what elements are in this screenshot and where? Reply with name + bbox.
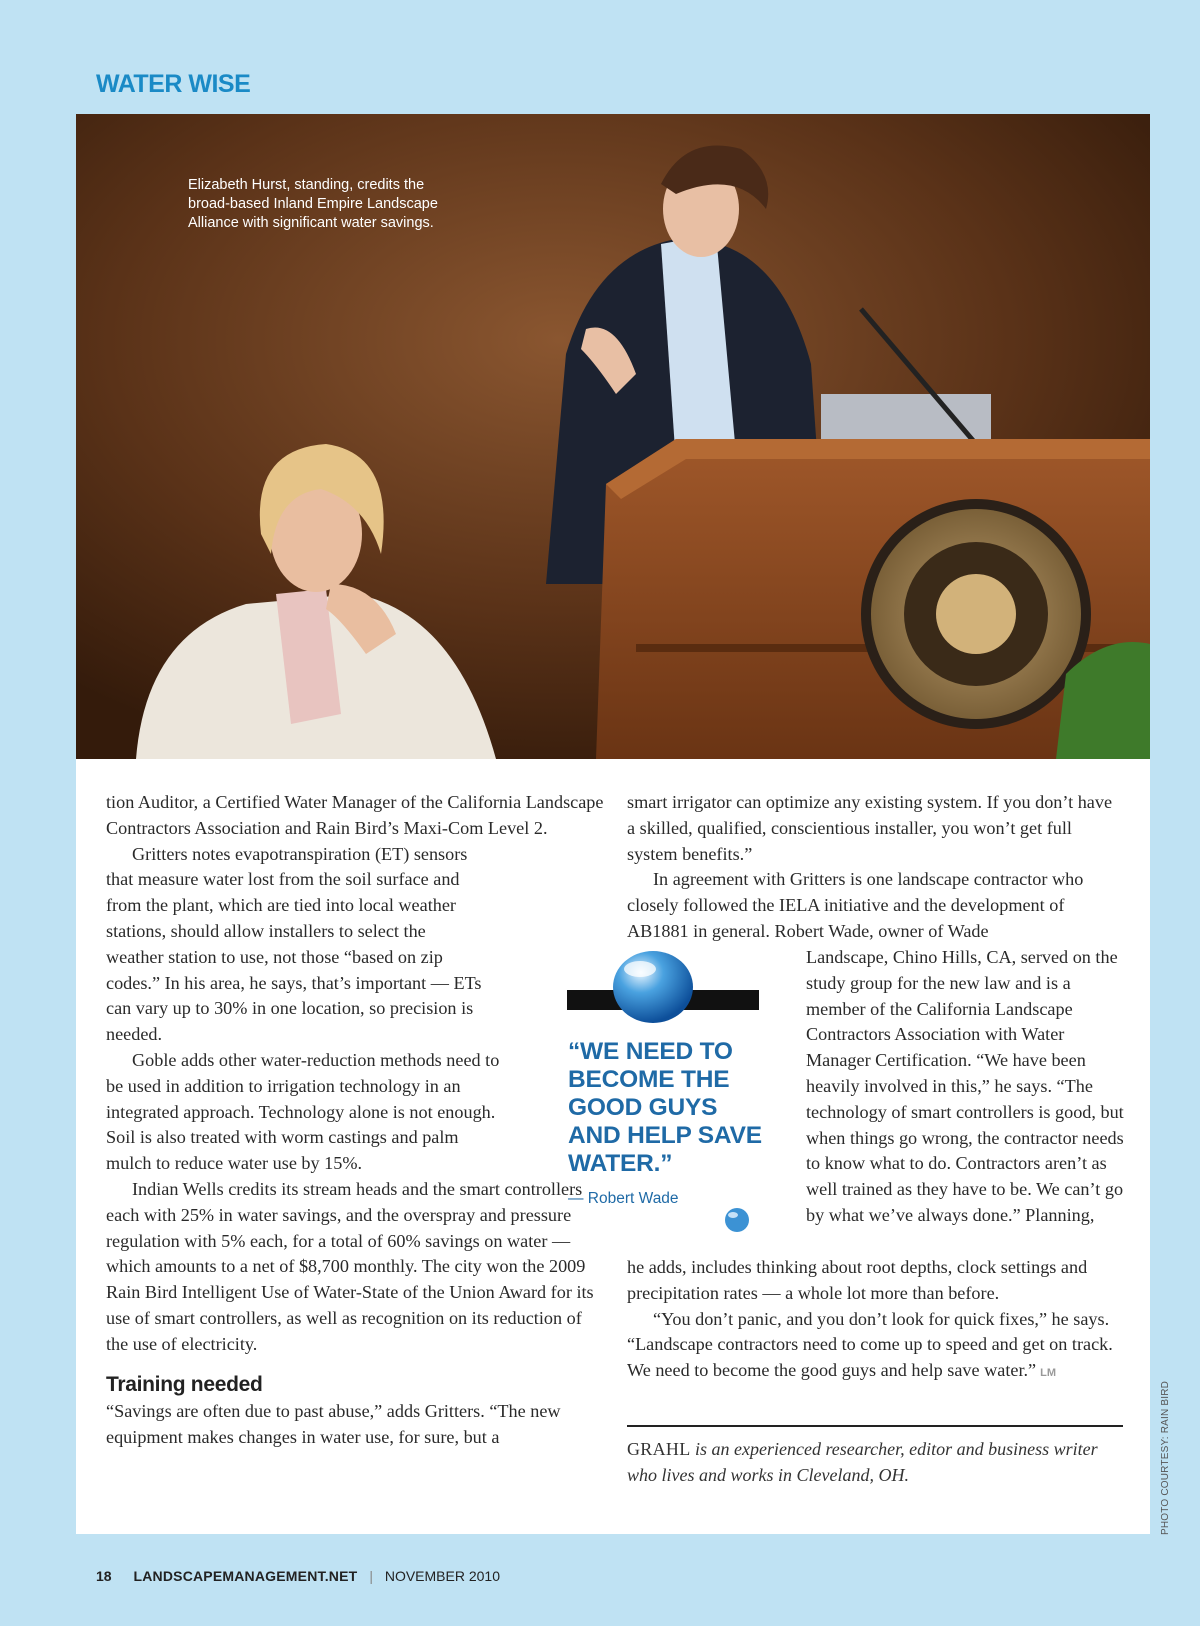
subhead-training-needed: Training needed (106, 1372, 263, 1396)
paragraph: Indian Wells credits its stream heads and the smart controllers each with 25% in water savings, and the overspray and pressure regulation with 5% each, for a total of 60% savings on water — which amounts to a net of $8,700 monthly. The city won the 2009 Rain Bird Intelligent Use of Water-State of the Union Award for its use of smart controllers, as well as recognition on its reduction of the use of electricity. (106, 1178, 594, 1354)
paragraph: Gritters notes evapotranspiration (ET) sensors that measure water lost from the soil surface and from the plant, which are tied into local weather stations, should allow installers to select the weather station to use, not those “based on zip codes.” In his area, he says, that’s important — ETs can vary up to 30% in one location, so precision is needed. (106, 843, 482, 1045)
pullquote-author: — Robert Wade (568, 1190, 679, 1207)
paragraph: Goble adds other water-reduction methods need to be used in addition to irrigation technology in an integrated approach. Technology alone is not enough. Soil is also treated with worm castings and palm mulch to reduce water use by 15%. (106, 1049, 500, 1174)
smithsonian-seal (861, 499, 1091, 729)
paragraph: tion Auditor, a Certified Water Manager of the California Landscape Contractors Association and Rain Bird’s Maxi-Com Level 2. (106, 792, 604, 838)
photo-caption: Elizabeth Hurst, standing, credits the broad-based Inland Empire Landscape Alliance with significant water savings. (188, 177, 438, 231)
section-heading: WATER WISE (96, 70, 251, 98)
author-bio (627, 1436, 1123, 1488)
paragraph: he adds, includes thinking about root depths, clock settings and precipitation rates — a whole lot more than before. (627, 1257, 1088, 1303)
bio-divider (627, 1425, 1123, 1427)
water-drop-icon (610, 945, 696, 1025)
article-column-right-wrap (806, 945, 1126, 1229)
author-name: GRAHL (627, 1439, 691, 1459)
paragraph: “Savings are often due to past abuse,” adds Gritters. “The new equipment makes changes in water use, for sure, but a (106, 1401, 561, 1448)
bio-text: is an experienced researcher, editor and business writer who lives and works in Cleveland, OH. (627, 1439, 1098, 1485)
paragraph: In agreement with Gritters is one landscape contractor who closely followed the IELA initiative and the development of AB1881 in general. Robert Wade, owner of Wade (627, 869, 1084, 941)
end-mark: LM (1040, 1367, 1057, 1380)
photo-credit: PHOTO COURTESY: RAIN BIRD (1160, 1380, 1171, 1535)
article-column-right-end (627, 1255, 1123, 1387)
pullquote: “WE NEED TO BECOME THE GOOD GUYS AND HELP SAVE WATER.” (568, 1038, 762, 1177)
footer-separator: | (369, 1568, 373, 1584)
paragraph: smart irrigator can optimize any existing system. If you don’t have a skilled, qualified, conscientious installer, you won’t get full system benefits.” (627, 792, 1113, 864)
issue-date: NOVEMBER 2010 (384, 1568, 501, 1584)
article-column-left (106, 790, 604, 1451)
paragraph: Landscape, Chino Hills, CA, served on the study group for the new law and is a member of the California Landscape Contractors Association with Water Manager Certification. “We have been heavily involved in this,” he says. “The technology of smart controllers is good, but when things go wrong, the contractor needs to know what to do. Contractors aren’t as well trained as they have to be. We can’t go by what we’ve always done.” Planning, (806, 947, 1124, 1225)
closing-quote: “You don’t panic, and you don’t look for quick fixes,” he says. “Landscape contractors need to come up to speed and get on track. We need to become the good guys and help save water.” (627, 1308, 1113, 1381)
page-number: 18 (96, 1568, 112, 1584)
article-column-right (627, 790, 1123, 945)
feature-photo (76, 114, 1150, 759)
paragraph (627, 1307, 1123, 1387)
page-footer (96, 1568, 500, 1584)
small-water-drop-icon (724, 1207, 750, 1233)
publication-site: LANDSCAPEMANAGEMENT.NET (133, 1568, 358, 1584)
